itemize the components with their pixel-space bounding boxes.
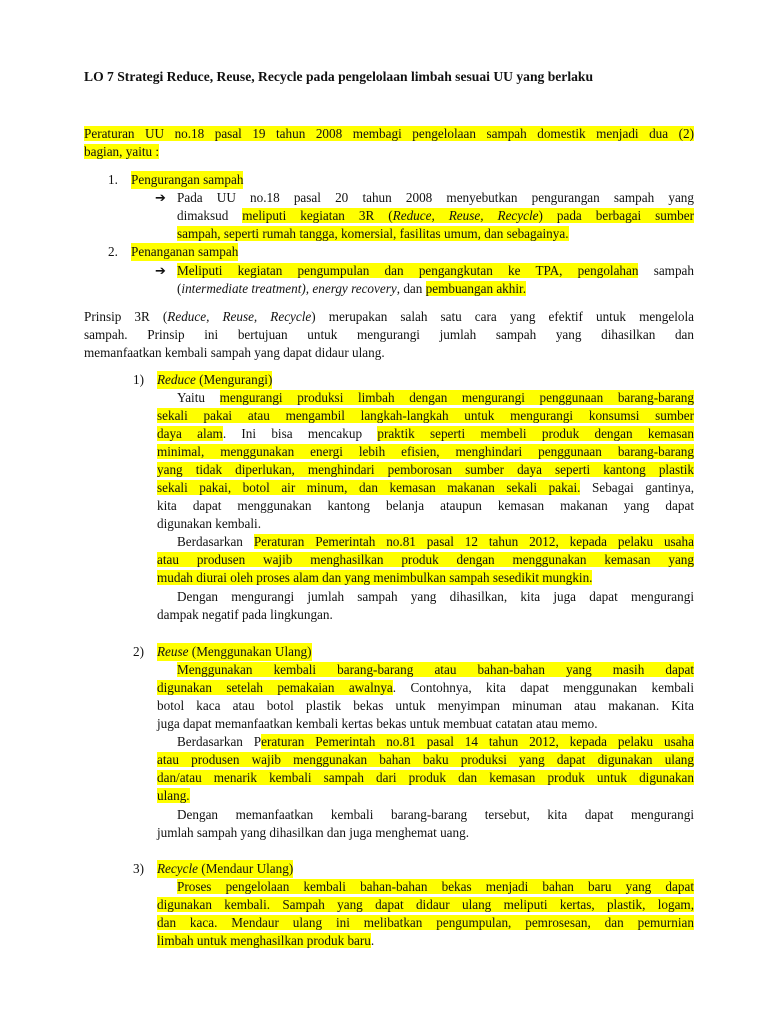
reuse-p1-line-2: digunakan setelah pemakaian awalnya. Contohnya, kita dapat menggunakan kembali <box>157 680 694 695</box>
reuse-p2-line-2: atau produsen wajib menggunakan bahan baku produksi yang dapat digunakan ulang <box>157 752 694 767</box>
document-title: LO 7 Strategi Reduce, Reuse, Recycle pada pengelolaan limbah sesuai UU yang berlaku <box>84 69 594 84</box>
reduce-p1-line-4: minimal, menggunakan energi lebih efisien, menghindari penggunaan barang-barang <box>157 444 694 459</box>
arrow-icon: ➔ <box>155 264 166 279</box>
reduce-p1-line-2: sekali pakai atau mengambil langkah-langkah untuk mengurangi konsumsi sumber <box>157 408 694 423</box>
reduce-heading: 1) Reduce (Mengurangi) <box>133 372 273 387</box>
penanganan-line-1: Meliputi kegiatan pengumpulan dan pengangkutan ke TPA, pengolahan sampah <box>177 263 694 278</box>
reuse-p1-line-3: botol kaca atau botol plastik bekas untuk menyimpan minuman atau makanan. Kita <box>157 698 694 713</box>
reduce-p3-line-1: Dengan mengurangi jumlah sampah yang dihasilkan, kita juga dapat mengurangi <box>177 589 694 604</box>
prinsip-line-1: Prinsip 3R (Reduce, Reuse, Recycle) merupakan salah satu cara yang efektif untuk mengelola <box>84 309 695 324</box>
intro-line-1: Peraturan UU no.18 pasal 19 tahun 2008 membagi pengelolaan sampah domestik menjadi dua (2) <box>84 126 694 141</box>
reduce-p1-line-6: sekali pakai, botol air minum, dan kemasan makanan sekali pakai. Sebagai gantinya, <box>157 480 695 495</box>
list-item-penanganan: 2. Penanganan sampah <box>108 244 239 259</box>
reduce-p1-line-1: Yaitu mengurangi produksi limbah dengan mengurangi penggunaan barang-barang <box>177 390 694 405</box>
recycle-p1-line-3: dan kaca. Mendaur ulang ini melibatkan pengumpulan, pemrosesan, dan pemurnian <box>157 915 694 930</box>
reuse-p2-line-3: dan/atau menarik kembali sampah dari produk dan kemasan produk untuk digunakan <box>157 770 694 785</box>
pengurangan-line-3: sampah, seperti rumah tangga, komersial, fasilitas umum, dan sebagainya. <box>177 226 569 241</box>
recycle-p1-line-1: Proses pengelolaan kembali bahan-bahan bekas menjadi bahan baru yang dapat <box>177 879 694 894</box>
arrow-icon: ➔ <box>155 191 166 206</box>
reuse-p2-line-1: Berdasarkan Peraturan Pemerintah no.81 pasal 14 tahun 2012, kepada pelaku usaha <box>177 734 694 749</box>
reduce-p1-line-8: digunakan kembali. <box>157 516 262 531</box>
reduce-p2-line-1: Berdasarkan Peraturan Pemerintah no.81 pasal 12 tahun 2012, kepada pelaku usaha <box>177 534 694 549</box>
reduce-p1-line-3: daya alam. Ini bisa mencakup praktik seperti membeli produk dengan kemasan <box>157 426 694 441</box>
reuse-heading: 2) Reuse (Menggunakan Ulang) <box>133 644 312 659</box>
recycle-p1-line-4: limbah untuk menghasilkan produk baru. <box>157 933 375 948</box>
reuse-p3-line-1: Dengan memanfaatkan kembali barang-barang tersebut, kita dapat mengurangi <box>177 807 694 822</box>
reuse-p2-line-4: ulang. <box>157 788 190 803</box>
prinsip-line-2: sampah. Prinsip ini bertujuan untuk mengurangi jumlah sampah yang dihasilkan dan <box>84 327 694 342</box>
recycle-p1-line-2: digunakan kembali. Sampah yang dapat didaur ulang meliputi kertas, plastik, logam, <box>157 897 694 912</box>
reduce-p2-line-3: mudah diurai oleh proses alam dan yang menimbulkan sampah sesedikit mungkin. <box>157 570 593 585</box>
intro-line-2: bagian, yaitu : <box>84 144 160 159</box>
recycle-heading: 3) Recycle (Mendaur Ulang) <box>133 861 294 876</box>
reuse-p1-line-4: juga dapat memanfaatkan kembali kertas bekas untuk membuat catatan atau memo. <box>157 716 598 731</box>
reduce-p2-line-2: atau produsen wajib menghasilkan produk dengan menggunakan kemasan yang <box>157 552 694 567</box>
prinsip-line-3: memanfaatkan kembali sampah yang dapat didaur ulang. <box>84 345 385 360</box>
reuse-p1-line-1: Menggunakan kembali barang-barang atau bahan-bahan yang masih dapat <box>177 662 694 677</box>
list-item-pengurangan: 1. Pengurangan sampah <box>108 172 244 187</box>
reduce-p3-line-2: dampak negatif pada lingkungan. <box>157 607 333 622</box>
pengurangan-line-1: Pada UU no.18 pasal 20 tahun 2008 menyebutkan pengurangan sampah yang <box>177 190 694 205</box>
pengurangan-line-2: dimaksud meliputi kegiatan 3R (Reduce, Reuse, Recycle) pada berbagai sumber <box>177 208 694 223</box>
penanganan-line-2: (intermediate treatment), energy recovery, dan pembuangan akhir. <box>177 281 526 296</box>
reduce-p1-line-7: kita dapat menggunakan kantong belanja ataupun kemasan makanan yang dapat <box>157 498 694 513</box>
reuse-p3-line-2: jumlah sampah yang dihasilkan dan juga menghemat uang. <box>157 825 470 840</box>
reduce-p1-line-5: yang tidak diperlukan, menghindari pemborosan sumber daya seperti kantong plastik <box>157 462 694 477</box>
